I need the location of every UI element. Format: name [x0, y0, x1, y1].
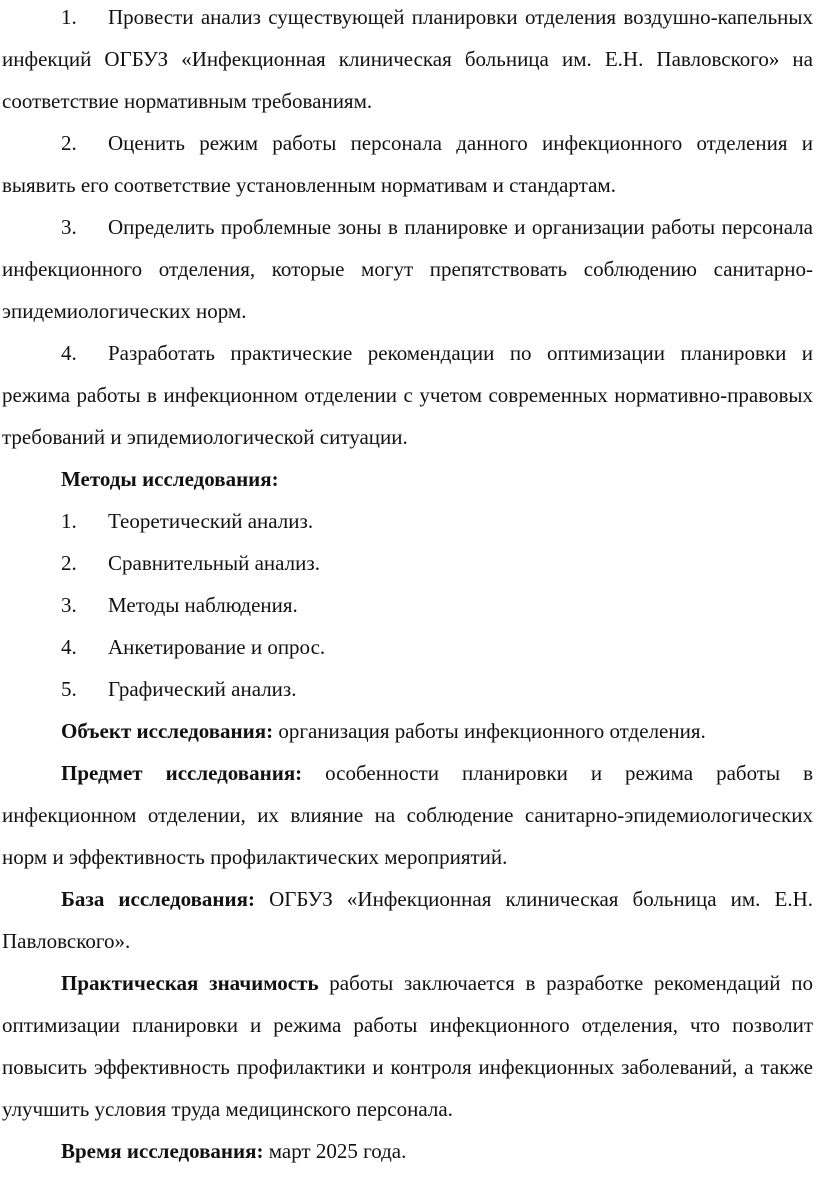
methods-heading: Методы исследования:	[61, 467, 279, 491]
method-item-2	[2, 542, 813, 584]
base-label: База исследования:	[61, 887, 255, 911]
significance-text: работы заключается в разработке рекомендаций по оптимизации планировки и режима работы инфекционного отделения, что позволит повысить эффективность профилактики и контроля инфекционных заболеваний, а также улучшить условия труда медицинского персонала.	[2, 971, 813, 1121]
method-text: Методы наблюдения.	[108, 593, 298, 617]
subject-label: Предмет исследования:	[61, 761, 303, 785]
method-number: 1.	[61, 509, 77, 533]
method-item-1	[2, 500, 813, 542]
task-text: Оценить режим работы персонала данного инфекционного отделения и выявить его соответствие установленным нормативам и стандартам.	[2, 131, 813, 197]
method-text: Сравнительный анализ.	[108, 551, 320, 575]
subject-text: особенности планировки и режима работы в инфекционном отделении, их влияние на соблюдение санитарно-эпидемиологических норм и эффективность профилактических мероприятий.	[2, 761, 813, 869]
significance-label: Практическая значимость	[61, 971, 319, 995]
task-text: Определить проблемные зоны в планировке и организации работы персонала инфекционного отделения, которые могут препятствовать соблюдению санитарно-эпидемиологических норм.	[2, 215, 813, 323]
method-text: Теоретический анализ.	[108, 509, 314, 533]
task-number: 2.	[61, 131, 77, 155]
method-number: 4.	[61, 635, 77, 659]
significance-paragraph	[2, 962, 813, 1130]
task-number: 3.	[61, 215, 77, 239]
object-text: организация работы инфекционного отделения.	[273, 719, 706, 743]
method-text: Анкетирование и опрос.	[108, 635, 326, 659]
object-label: Объект исследования:	[61, 719, 274, 743]
method-number: 5.	[61, 677, 77, 701]
task-number: 4.	[61, 341, 77, 365]
time-paragraph	[2, 1130, 813, 1172]
task-text: Провести анализ существующей планировки отделения воздушно-капельных инфекций ОГБУЗ «Инфекционная клиническая больница им. Е.Н. Павловского» на соответствие нормативным требованиям.	[2, 5, 813, 113]
subject-paragraph	[2, 752, 813, 878]
task-item-3	[2, 206, 813, 332]
method-item-3	[2, 584, 813, 626]
method-text: Графический анализ.	[108, 677, 297, 701]
task-text: Разработать практические рекомендации по оптимизации планировки и режима работы в инфекционном отделении с учетом современных нормативно-правовых требований и эпидемиологической ситуации.	[2, 341, 813, 449]
method-item-5	[2, 668, 813, 710]
task-item-1	[2, 0, 813, 122]
method-item-4	[2, 626, 813, 668]
time-label: Время исследования:	[61, 1139, 264, 1163]
base-text: ОГБУЗ «Инфекционная клиническая больница им. Е.Н. Павловского».	[2, 887, 813, 953]
method-number: 2.	[61, 551, 77, 575]
task-item-4	[2, 332, 813, 458]
task-item-2	[2, 122, 813, 206]
time-text: март 2025 года.	[263, 1139, 407, 1163]
method-number: 3.	[61, 593, 77, 617]
base-paragraph	[2, 878, 813, 962]
object-paragraph	[2, 710, 813, 752]
task-number: 1.	[61, 5, 77, 29]
